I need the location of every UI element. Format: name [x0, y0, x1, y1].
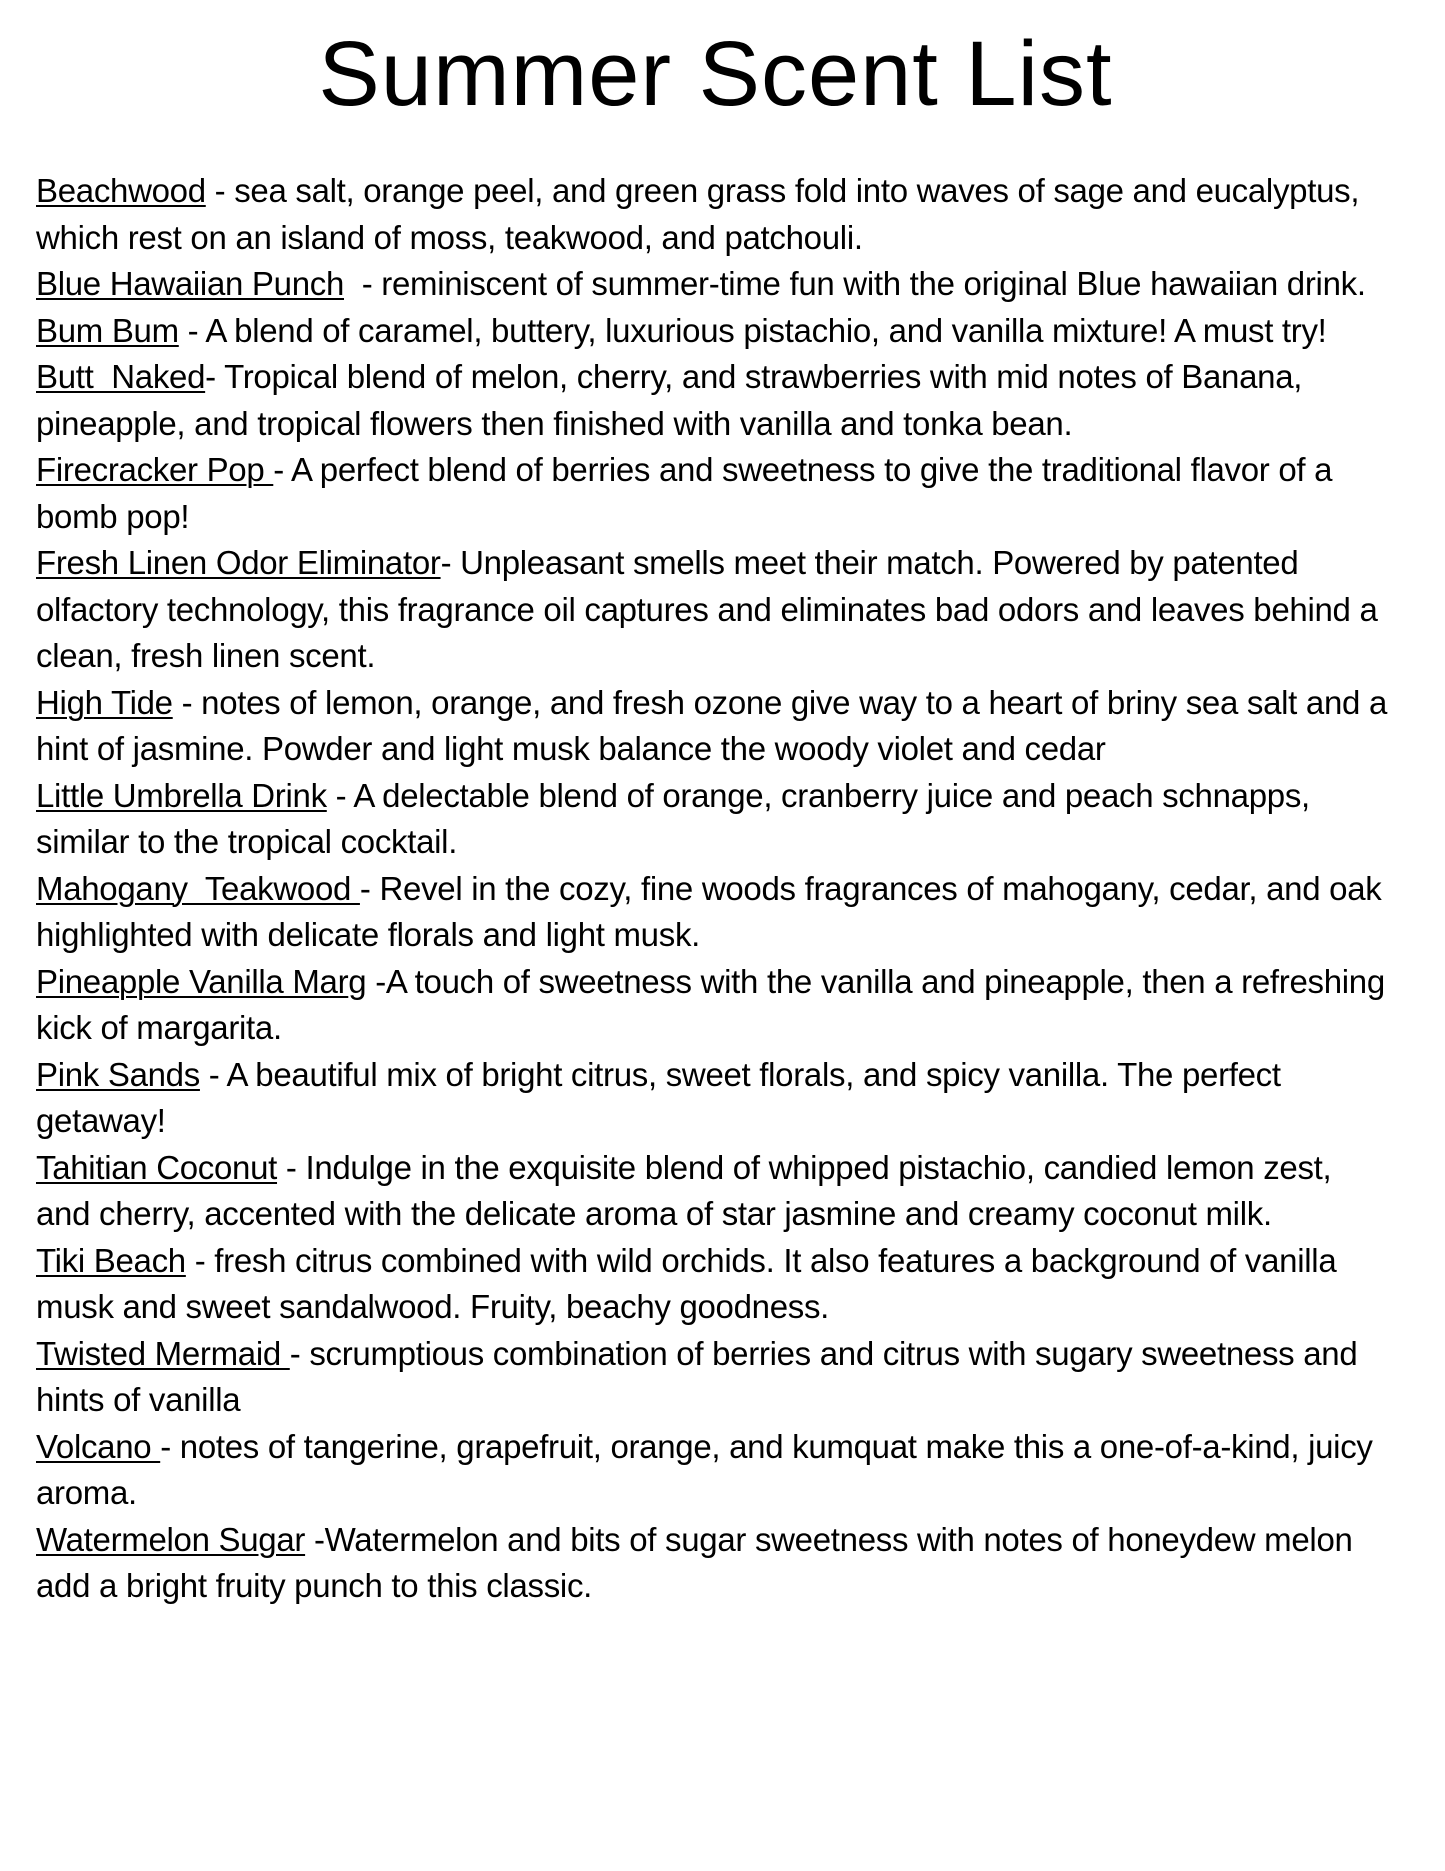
scent-name: Firecracker Pop	[36, 451, 274, 488]
scent-description: - scrumptious combination of berries and citrus with sugary sweetness and hints of vanilla	[36, 1334, 1367, 1418]
scent-entry-pink-sands	[36, 1052, 1388, 1145]
scent-description: - Indulge in the exquisite blend of whipped pistachio, candied lemon zest, and cherry, accented with the delicate aroma of star jasmine and creamy coconut milk.	[36, 1148, 1341, 1232]
scent-description: - notes of tangerine, grapefruit, orange, and kumquat make this a one-of-a-kind, juicy aroma.	[36, 1427, 1382, 1511]
page-title: Summer Scent List	[318, 23, 1113, 125]
scent-description: - notes of lemon, orange, and fresh ozone give way to a heart of briny sea salt and a hint of jasmine. Powder and light musk balance the woody violet and cedar	[36, 683, 1396, 767]
scent-entry-tiki-beach	[36, 1238, 1388, 1331]
scent-entry-twisted-mermaid	[36, 1331, 1388, 1424]
scent-entry-tahitian-coconut	[36, 1145, 1388, 1238]
scent-name: Blue Hawaiian Punch	[36, 265, 344, 302]
scent-entry-little-umbrella-drink	[36, 773, 1388, 866]
scent-name: Watermelon Sugar	[36, 1520, 306, 1558]
scent-name: Fresh Linen Odor Eliminator	[36, 544, 441, 581]
scent-name: Little Umbrella Drink	[36, 776, 327, 814]
scent-description: - reminiscent of summer-time fun with the original Blue hawaiian drink.	[344, 265, 1366, 302]
scent-name: High Tide	[36, 683, 173, 721]
scent-description: - A delectable blend of orange, cranberry juice and peach schnapps, similar to the tropical cocktail.	[36, 776, 1319, 860]
scent-entry-firecracker-pop	[36, 447, 1388, 540]
scent-name: Tahitian Coconut	[36, 1148, 278, 1186]
scent-name: Twisted Mermaid	[36, 1334, 290, 1372]
scent-entry-volcano	[36, 1424, 1388, 1517]
scent-name: Tiki Beach	[36, 1241, 186, 1279]
scent-entry-high-tide	[36, 680, 1396, 773]
scent-entry-mahogany-teakwood	[36, 866, 1391, 959]
scent-list	[36, 120, 1396, 1610]
scent-entry-beachwood	[36, 168, 1388, 261]
scent-description: - Unpleasant smells meet their match. Powered by patented olfactory technology, this fragrance oil captures and eliminates bad odors and leaves behind a clean, fresh linen scent.	[36, 544, 1387, 674]
scent-entry-bum-bum	[36, 308, 1388, 355]
scent-name: Mahogany Teakwood	[36, 869, 360, 907]
scent-description: - A perfect blend of berries and sweetness to give the traditional flavor of a bomb pop!	[36, 451, 1342, 535]
scent-description: - A beautiful mix of bright citrus, sweet florals, and spicy vanilla. The perfect getaway!	[36, 1055, 1290, 1139]
scent-entry-watermelon-sugar	[36, 1517, 1388, 1610]
scent-entry-fresh-linen-odor-eliminator	[36, 540, 1388, 680]
scent-name: Butt Naked	[36, 358, 206, 395]
scent-description: - Revel in the cozy, fine woods fragrances of mahogany, cedar, and oak highlighted with delicate florals and light musk.	[36, 869, 1391, 953]
scent-name: Pineapple Vanilla Mar	[36, 962, 349, 1000]
scent-description: - Tropical blend of melon, cherry, and strawberries with mid notes of Banana, pineapple, and tropical flowers then finished with vanilla and tonka bean.	[36, 358, 1312, 442]
scent-name: Volcano	[36, 1427, 161, 1465]
scent-name: Beachwood	[36, 172, 206, 209]
scent-entry-blue-hawaiian-punch	[36, 261, 1388, 308]
scent-entry-butt-naked	[36, 354, 1388, 447]
scent-description: -Watermelon and bits of sugar sweetness with notes of honeydew melon add a bright fruity punch to this classic.	[36, 1520, 1362, 1604]
scent-description: - sea salt, orange peel, and green grass fold into waves of sage and eucalyptus, which rest on an island of moss, teakwood, and patchouli.	[36, 172, 1369, 256]
scent-description: g -A touch of sweetness with the vanilla and pineapple, then a refreshing kick of margarita.	[36, 962, 1394, 1046]
scent-description: - fresh citrus combined with wild orchids. It also features a background of vanilla musk and sweet sandalwood. Fruity, beachy goodness.	[36, 1241, 1346, 1325]
scent-name: Bum Bum	[36, 311, 179, 349]
scent-entry-pineapple-vanilla-marg	[36, 959, 1394, 1052]
scent-name: Pink Sands	[36, 1055, 200, 1093]
scent-description: - A blend of caramel, buttery, luxurious pistachio, and vanilla mixture! A must try!	[178, 311, 1327, 349]
